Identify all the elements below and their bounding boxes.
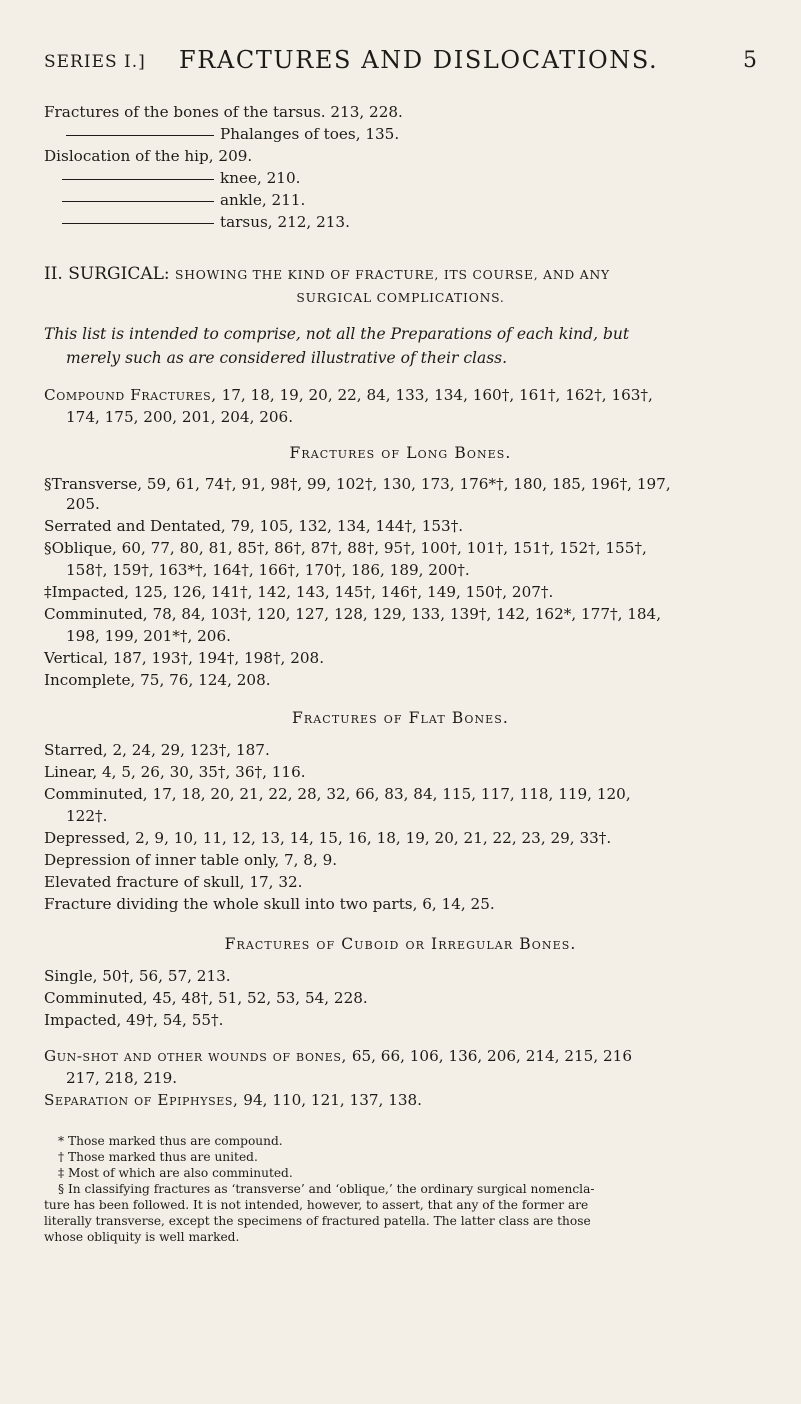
footnote: § In classifying fractures as ‘transverse’ and ‘oblique,’ the ordinary surgical nomencla- <box>58 1182 595 1196</box>
entry-line: Single, 50†, 56, 57, 213. <box>44 967 231 985</box>
entry-line: Linear, 4, 5, 26, 30, 35†, 36†, 116. <box>44 763 306 781</box>
footnote: * Those marked thus are compound. <box>58 1134 283 1148</box>
entry-line: Comminuted, 45, 48†, 51, 52, 53, 54, 228. <box>44 989 368 1007</box>
ditto-rule <box>62 201 214 202</box>
entry-line: Incomplete, 75, 76, 124, 208. <box>44 671 271 689</box>
footnote: ‡ Most of which are also comminuted. <box>58 1166 293 1180</box>
text-line: Fractures of the bones of the tarsus. 213, 228. <box>44 103 403 121</box>
entry-line: §Oblique, 60, 77, 80, 81, 85†, 86†, 87†, 88†, 95†, 100†, 101†, 151†, 152†, 155†, <box>44 539 647 557</box>
epiphyses-line: Separation of Epiphyses, 94, 110, 121, 137, 138. <box>44 1091 423 1109</box>
text-line: knee, 210. <box>62 168 300 188</box>
entry-line: Comminuted, 78, 84, 103†, 120, 127, 128, 129, 133, 139†, 142, 162*, 177†, 184, <box>44 605 662 623</box>
entry-line: Depressed, 2, 9, 10, 11, 12, 13, 14, 15, 16, 18, 19, 20, 21, 22, 23, 29, 33†. <box>44 829 612 847</box>
intro-line: This list is intended to comprise, not all the Preparations of each kind, but <box>44 325 630 343</box>
ditto-rule <box>62 223 214 224</box>
text-line: Dislocation of the hip, 209. <box>44 147 253 165</box>
entry-line: 205. <box>66 495 100 513</box>
text-line: ankle, 211. <box>62 190 305 210</box>
text-line: tarsus, 212, 213. <box>62 212 350 232</box>
ditto-rule <box>62 179 214 180</box>
footnote: † Those marked thus are united. <box>58 1150 258 1164</box>
entry-line: 122†. <box>66 807 108 825</box>
compound-fractures-line: 174, 175, 200, 201, 204, 206. <box>66 408 294 426</box>
entry-line: Vertical, 187, 193†, 194†, 198†, 208. <box>44 649 325 667</box>
entry-line: 158†, 159†, 163*†, 164†, 166†, 170†, 186, 189, 200†. <box>66 561 470 579</box>
entry-line: 198, 199, 201*†, 206. <box>66 627 231 645</box>
entry-line: §Transverse, 59, 61, 74†, 91, 98†, 99, 102†, 130, 173, 176*†, 180, 185, 196†, 197, <box>44 475 671 493</box>
entry-line: Comminuted, 17, 18, 20, 21, 22, 28, 32, 66, 83, 84, 115, 117, 118, 119, 120, <box>44 785 631 803</box>
cuboid-bones-heading: Fractures of Cuboid or Irregular Bones. <box>224 935 577 953</box>
entry-line: Elevated fracture of skull, 17, 32. <box>44 873 303 891</box>
entry-line: Depression of inner table only, 7, 8, 9. <box>44 851 338 869</box>
running-header <box>44 46 757 86</box>
flat-bones-heading: Fractures of Flat Bones. <box>292 709 509 727</box>
entry-line: Impacted, 49†, 54, 55†. <box>44 1011 224 1029</box>
footnote: literally transverse, except the specimens of fractured patella. The latter class are those <box>44 1214 591 1228</box>
entry-line: Starred, 2, 24, 29, 123†, 187. <box>44 741 270 759</box>
text-line: Phalanges of toes, 135. <box>66 124 399 144</box>
compound-fractures-line: Compound Fractures, 17, 18, 19, 20, 22, 84, 133, 134, 160†, 161†, 162†, 163†, <box>44 386 653 404</box>
entry-line: Serrated and Dentated, 79, 105, 132, 134, 144†, 153†. <box>44 517 464 535</box>
section-subheading: SURGICAL COMPLICATIONS. <box>296 291 505 305</box>
gunshot-line: Gun-shot and other wounds of bones, 65, 66, 106, 136, 206, 214, 215, 216 <box>44 1047 632 1065</box>
long-bones-heading: Fractures of Long Bones. <box>289 444 512 462</box>
intro-line: merely such as are considered illustrative of their class. <box>66 349 508 367</box>
section-heading: II. SURGICAL: SHOWING THE KIND OF FRACTURE, ITS COURSE, AND ANY <box>44 264 610 284</box>
entry-line: ‡Impacted, 125, 126, 141†, 142, 143, 145†, 146†, 149, 150†, 207†. <box>44 583 554 601</box>
series-label: SERIES I.] <box>44 52 146 72</box>
page-number: 5 <box>743 48 757 73</box>
entry-line: Fracture dividing the whole skull into two parts, 6, 14, 25. <box>44 895 495 913</box>
footnote: ture has been followed. It is not intended, however, to assert, that any of the former are <box>44 1198 589 1212</box>
running-title: FRACTURES AND DISLOCATIONS. <box>179 46 659 74</box>
footnote: whose obliquity is well marked. <box>44 1230 240 1244</box>
gunshot-line: 217, 218, 219. <box>66 1069 178 1087</box>
ditto-rule <box>66 135 214 136</box>
